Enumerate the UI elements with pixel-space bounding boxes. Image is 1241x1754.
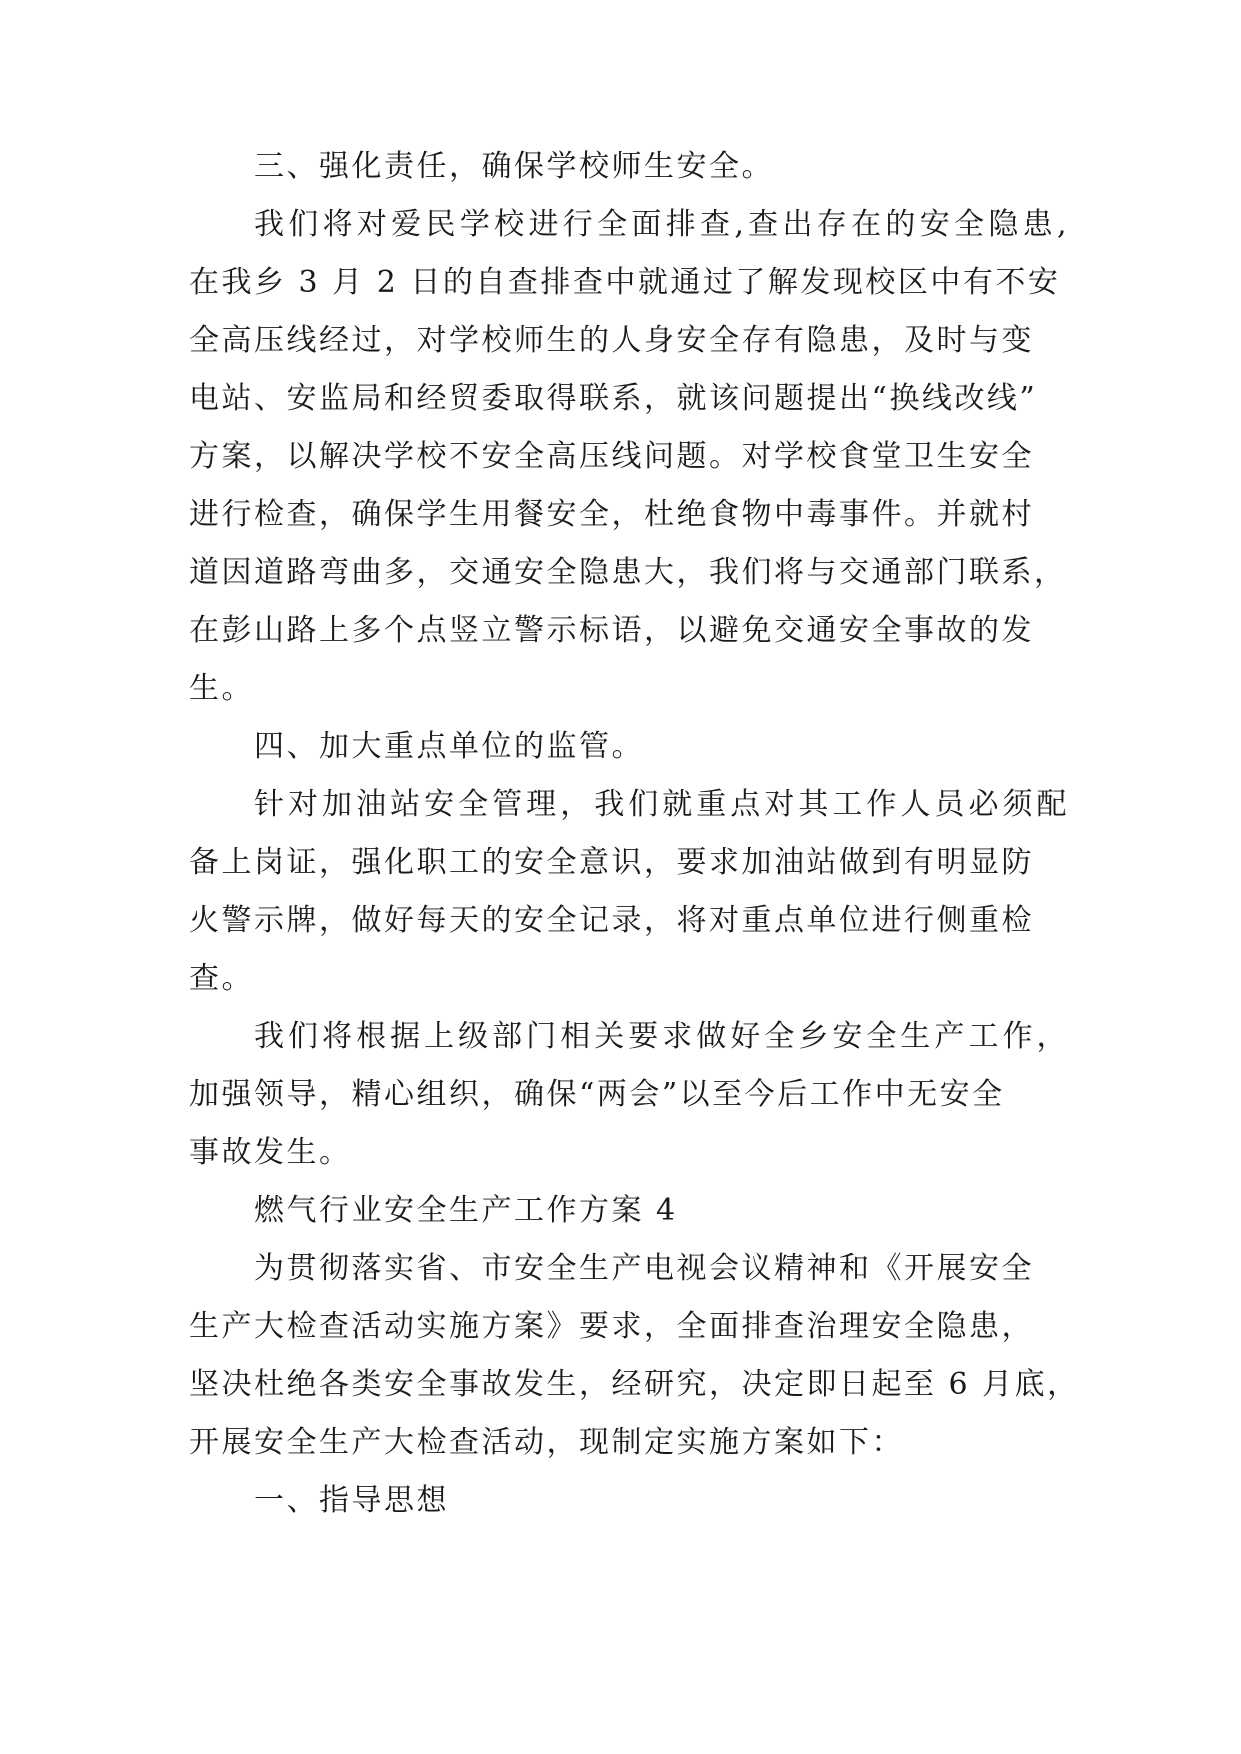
paragraph-line: 为贯彻落实省、市安全生产电视会议精神和《开展安全: [254, 1251, 1034, 1286]
paragraph-line: 电站、安监局和经贸委取得联系，就该问题提出“换线改线”: [189, 381, 1038, 416]
paragraph-line: 坚决杜绝各类安全事故发生，经研究，决定即日起至 6 月底，: [189, 1367, 1080, 1402]
heading-section-4: 四、加大重点单位的监管。: [254, 729, 644, 764]
paragraph-line: 进行检查，确保学生用餐安全，杜绝食物中毒事件。并就村: [189, 497, 1034, 532]
paragraph-line: 事故发生。: [189, 1135, 352, 1170]
paragraph-line: 我们将对爱民学校进行全面排查,查出存在的安全隐患,: [254, 207, 1069, 242]
paragraph-line: 在彭山路上多个点竖立警示标语，以避免交通安全事故的发: [189, 613, 1034, 648]
paragraph-line: 我们将根据上级部门相关要求做好全乡安全生产工作，: [254, 1019, 1069, 1054]
paragraph-line: 生。: [189, 671, 254, 706]
paragraph-line: 查。: [189, 961, 254, 996]
heading-section-3: 三、强化责任，确保学校师生安全。: [254, 149, 774, 184]
paragraph-line: 生产大检查活动实施方案》要求，全面排查治理安全隐患，: [189, 1309, 1034, 1344]
section-title: 燃气行业安全生产工作方案 4: [254, 1193, 678, 1228]
paragraph-line: 在我乡 3 月 2 日的自查排查中就通过了解发现校区中有不安: [189, 265, 1061, 300]
paragraph-line: 开展安全生产大检查活动，现制定实施方案如下：: [189, 1425, 904, 1460]
paragraph-line: 方案，以解决学校不安全高压线问题。对学校食堂卫生安全: [189, 439, 1034, 474]
paragraph-line: 加强领导，精心组织，确保“两会”以至今后工作中无安全: [189, 1077, 1005, 1112]
paragraph-line: 道因道路弯曲多，交通安全隐患大，我们将与交通部门联系，: [189, 555, 1067, 590]
paragraph-line: 火警示牌，做好每天的安全记录，将对重点单位进行侧重检: [189, 903, 1034, 938]
paragraph-line: 针对加油站安全管理，我们就重点对其工作人员必须配: [254, 787, 1069, 822]
paragraph-line: 备上岗证，强化职工的安全意识，要求加油站做到有明显防: [189, 845, 1034, 880]
paragraph-line: 全高压线经过，对学校师生的人身安全存有隐患，及时与变: [189, 323, 1034, 358]
heading-guiding-thought: 一、指导思想: [254, 1483, 449, 1518]
